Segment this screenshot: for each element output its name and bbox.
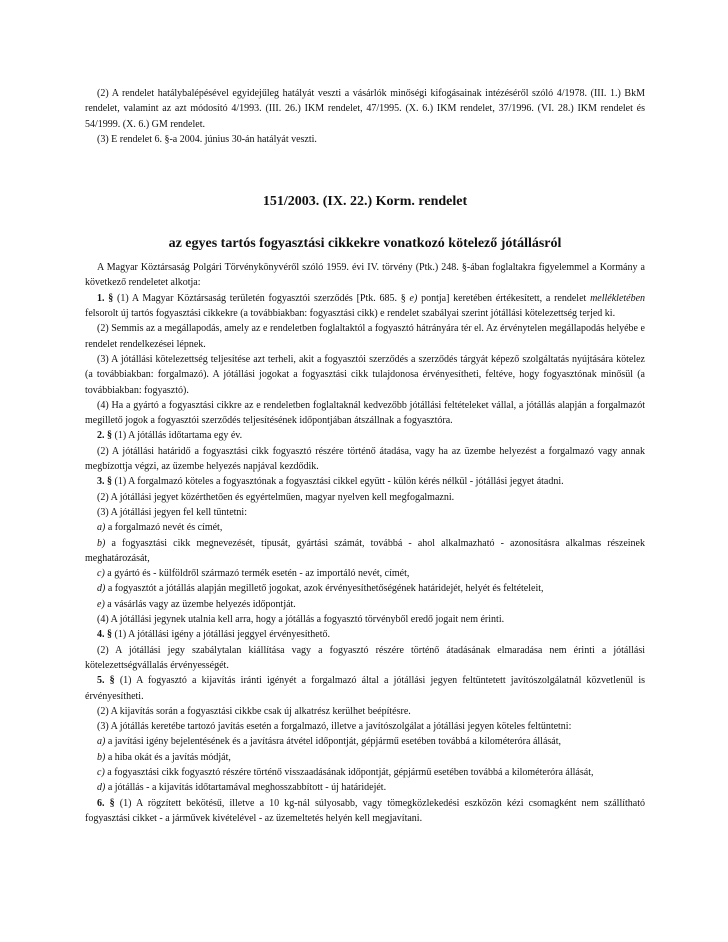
s5-p3: (3) A jótállás keretébe tartozó javítás esetén a forgalmazó, illetve a javítószolgálat a jótállási jegyen köteles feltüntetni:: [97, 721, 572, 733]
s1-p4: (4) Ha a gyártó a fogyasztási cikkre az e rendeletben foglaltaknál kedvezőbb jótállási feltételeket vállal, a jótállás alapján a forgalmazót megillető jogok a fogyasztói szerződés teljesítésének időpontjában átszállnak a fogyasztóra.: [85, 399, 645, 427]
prev-paragraph-2: (2) A rendelet hatálybalépésével egyidejűleg hatályát veszti a vásárlók minőségi kifogásainak intézéséről szóló 4/1978. (III. 1.) BkM rendelet, valamint az azt módosító 4/1993. (III. 26.) IKM rendelet, 47/1995. (X. 6.) IKM rendelet, 37/1996. (VI. 28.) IKM rendelet és 54/1999. (X. 6.) GM rendelet.: [85, 88, 645, 130]
s4-p2: (2) A jótállási jegy szabálytalan kiállítása vagy a fogyasztó részére történő átadásának elmaradása nem érinti a jótállási kötelezettségvállalás érvényességét.: [85, 644, 645, 671]
s1-p3: (3) A jótállási kötelezettség teljesítése azt terheli, akit a fogyasztói szerződés a szerződés tárgyát képező szolgáltatás nyújtására kötelez (a továbbiakban: forgalmazó). A jótállási jogokat a fogyasztási cikk tulajdonosa érvényesítheti, feltéve, hogy fogyasztónak minősül (a továbbiakban: fogyasztó).: [85, 353, 645, 396]
section-number: 1. §: [97, 292, 114, 304]
intro-paragraph: A Magyar Köztársaság Polgári Törvénykönyvéről szóló 1959. évi IV. törvény (Ptk.) 248. §-ában foglaltakra figyelemmel a Kormány a következő rendeletet alkotja:: [85, 262, 645, 289]
decree-title: 151/2003. (IX. 22.) Korm. rendelet: [262, 194, 468, 210]
s5-b: b) a hiba okát és a javítás módját,: [97, 751, 231, 763]
s5-a: a) a javítási igény bejelentésének és a javításra átvétel időpontját, gépjármű esetében továbbá a kilométeróra állását,: [97, 736, 561, 748]
s2-p1: 2. § (1) A jótállás időtartama egy év.: [97, 430, 243, 442]
s1-p1: 1. § (1) A Magyar Köztársaság területén fogyasztói szerződés [Ptk. 685. § e) pontja] keretében értékesített, a rendelet mellékletében felsorolt új tartós fogyasztási cikkekre (a továbbiakban: fogyasztási cikk) e rendelet szabályai szerint jótállási kötelezettség terjed ki.: [85, 292, 646, 320]
s3-e: e) a vásárlás vagy az üzembe helyezés időpontját.: [97, 598, 296, 610]
s5-c: c) a fogyasztási cikk fogyasztó részére történő visszaadásának időpontját, gépjármű esetében továbbá a kilométeróra állását,: [97, 766, 594, 778]
s6-p1: 6. § (1) A rögzített bekötésű, illetve a 10 kg-nál súlyosabb, vagy tömegközlekedési eszközön kézi csomagként nem szállítható fogyasztási cikket - a járművek kivételével - az üzemeltetés helyén kell megjavítani.: [85, 797, 646, 824]
s3-p4: (4) A jótállási jegynek utalnia kell arra, hogy a jótállás a fogyasztó törvényből eredő jogait nem érinti.: [97, 614, 505, 626]
s5-p2: (2) A kijavítás során a fogyasztási cikkbe csak új alkatrész kerülhet beépítésre.: [97, 705, 411, 717]
prev-paragraph-3: (3) E rendelet 6. §-a 2004. június 30-án hatályát veszti.: [97, 133, 317, 145]
s3-p3: (3) A jótállási jegyen fel kell tüntetni:: [97, 506, 247, 518]
s3-b: b) a fogyasztási cikk megnevezését, típusát, gyártási számát, továbbá - ahol alkalmazható - azonosításra alkalmas részeinek meghatározását,: [85, 537, 645, 564]
s4-p1: 4. § (1) A jótállási igény a jótállási jeggyel érvényesíthető.: [97, 629, 330, 641]
s3-d: d) a fogyasztót a jótállás alapján megillető jogokat, azok érvényesíthetőségének határidejét, helyét és feltételeit,: [97, 583, 544, 595]
s5-d: d) a jótállás - a kijavítás időtartamával meghosszabbított - új határidejét.: [97, 782, 387, 794]
document-page: [85, 86, 645, 826]
s2-p2: (2) A jótállási határidő a fogyasztási cikk fogyasztó részére történő átadása, vagy ha az üzembe helyezést a forgalmazó vagy annak megbízottja végzi, az üzembe helyezés napjával kezdődik.: [85, 445, 645, 473]
s5-p1: 5. § (1) A fogyasztó a kijavítás iránti igényét a forgalmazó által a jótállási jegyen feltüntetett javítószolgálatnál közvetlenül is érvényesítheti.: [85, 675, 646, 702]
s3-a: a) a forgalmazó nevét és címét,: [97, 522, 223, 534]
decree-subtitle: az egyes tartós fogyasztási cikkekre vonatkozó kötelező jótállásról: [168, 236, 562, 252]
s3-p2: (2) A jótállási jegyet közérthetően és egyértelműen, magyar nyelven kell megfogalmazni.: [97, 491, 455, 503]
s3-c: c) a gyártó és - külföldről származó termék esetén - az importáló nevét, címét,: [97, 568, 410, 580]
s3-p1: 3. § (1) A forgalmazó köteles a fogyasztónak a fogyasztási cikkel együtt - külön kérés nélkül - jótállási jegyet átadni.: [97, 476, 564, 488]
s1-p2: (2) Semmis az a megállapodás, amely az e rendeletben foglaltaktól a fogyasztó hátrányára tér el. Az érvénytelen megállapodás helyébe e rendelet rendelkezései lépnek.: [85, 323, 645, 350]
